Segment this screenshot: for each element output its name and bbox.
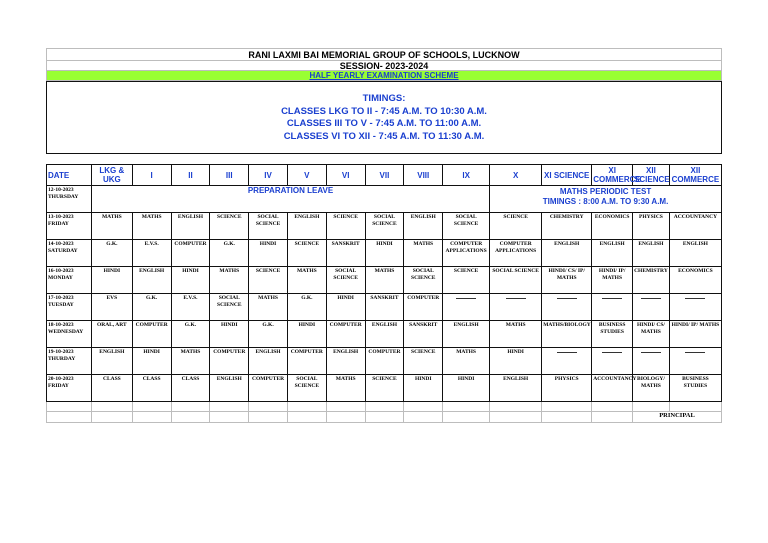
scheme-banner bbox=[46, 71, 722, 81]
subject-cell bbox=[633, 294, 670, 321]
subject-cell bbox=[669, 348, 721, 375]
subject-cell: HINDI/ CS/ MATHS bbox=[633, 321, 670, 348]
subject-cell: COMPUTER bbox=[132, 321, 171, 348]
subject-cell: MATHS/BIOLOGY bbox=[542, 321, 592, 348]
column-header-date: DATE bbox=[47, 165, 92, 186]
subject-cell: SANSKRIT bbox=[326, 240, 365, 267]
date-cell: 13-10-2023 FRIDAY bbox=[47, 213, 92, 240]
subject-cell bbox=[542, 348, 592, 375]
subject-cell: ACCOUNTANCY bbox=[669, 213, 721, 240]
timing-line: CLASSES LKG TO II - 7:45 A.M. TO 10:30 A.M. bbox=[281, 105, 487, 117]
subject-cell: ENGLISH bbox=[669, 240, 721, 267]
subject-cell: ENGLISH bbox=[404, 213, 443, 240]
subject-cell: HINDI bbox=[287, 321, 326, 348]
subject-cell: HINDI bbox=[249, 240, 288, 267]
subject-cell bbox=[443, 294, 490, 321]
subject-cell bbox=[633, 348, 670, 375]
subject-cell: MATHS bbox=[490, 321, 542, 348]
subject-cell: ACCOUNTANCY bbox=[592, 375, 633, 402]
subject-cell: SANSKRIT bbox=[404, 321, 443, 348]
subject-cell: SOCIAL SCIENCE bbox=[443, 213, 490, 240]
subject-cell: COMPUTER bbox=[210, 348, 249, 375]
table-row bbox=[47, 240, 722, 267]
subject-cell: G.K. bbox=[132, 294, 171, 321]
subject-cell: HINDI bbox=[365, 240, 404, 267]
timings-box bbox=[46, 81, 722, 154]
column-header: X bbox=[490, 165, 542, 186]
column-header: I bbox=[132, 165, 171, 186]
subject-cell: SOCIAL SCIENCE bbox=[365, 213, 404, 240]
no-exam-dash bbox=[557, 352, 577, 353]
subject-cell: HINDI/ IP/ MATHS bbox=[592, 267, 633, 294]
subject-cell: ENGLISH bbox=[326, 348, 365, 375]
subject-cell: ENGLISH bbox=[592, 240, 633, 267]
date-cell: 14-10-2023 SATURDAY bbox=[47, 240, 92, 267]
column-header: II bbox=[171, 165, 210, 186]
subject-cell: PHYSICS bbox=[633, 213, 670, 240]
column-header: XII COMMERCE bbox=[669, 165, 721, 186]
column-header: VIII bbox=[404, 165, 443, 186]
subject-cell: G.K. bbox=[287, 294, 326, 321]
header-row bbox=[47, 165, 722, 186]
subject-cell: CLASS bbox=[91, 375, 132, 402]
column-header: LKG & UKG bbox=[91, 165, 132, 186]
subject-cell bbox=[592, 294, 633, 321]
subject-cell: COMPUTER bbox=[326, 321, 365, 348]
column-header: XI COMMERCE bbox=[593, 166, 641, 184]
column-header: V bbox=[287, 165, 326, 186]
subject-cell: E.V.S. bbox=[132, 240, 171, 267]
subject-cell: SOCIAL SCIENCE bbox=[326, 267, 365, 294]
table-row bbox=[47, 267, 722, 294]
subject-cell: MATHS bbox=[404, 240, 443, 267]
subject-cell: G.K. bbox=[249, 321, 288, 348]
subject-cell: SCIENCE bbox=[490, 213, 542, 240]
subject-cell: MATHS bbox=[91, 213, 132, 240]
column-header: VI bbox=[326, 165, 365, 186]
subject-cell: HINDI/ CS/ IP/ MATHS bbox=[542, 267, 592, 294]
subject-cell: HINDI/ IP/ MATHS bbox=[669, 321, 721, 348]
no-exam-dash bbox=[602, 352, 622, 353]
subject-cell: SCIENCE bbox=[365, 375, 404, 402]
subject-cell: HINDI bbox=[404, 375, 443, 402]
subject-cell: ECONOMICS bbox=[669, 267, 721, 294]
subject-cell bbox=[490, 294, 542, 321]
subject-cell: ENGLISH bbox=[542, 240, 592, 267]
subject-cell: ECONOMICS bbox=[592, 213, 633, 240]
date-cell: 18-10-2023 WEDNESDAY bbox=[47, 321, 92, 348]
subject-cell: MATHS bbox=[210, 267, 249, 294]
timings-heading: TIMINGS: bbox=[362, 93, 406, 104]
subject-cell: ENGLISH bbox=[210, 375, 249, 402]
subject-cell: G.K. bbox=[210, 240, 249, 267]
subject-cell: ENGLISH bbox=[171, 213, 210, 240]
subject-cell: MATHS bbox=[365, 267, 404, 294]
no-exam-dash bbox=[641, 352, 661, 353]
principal-label: PRINCIPAL bbox=[633, 412, 722, 423]
column-header: XII SCIENCE bbox=[634, 166, 670, 184]
subject-cell: CLASS bbox=[132, 375, 171, 402]
preparation-leave: PREPARATION LEAVE bbox=[91, 186, 489, 213]
subject-cell: SCIENCE bbox=[326, 213, 365, 240]
subject-cell: SOCIAL SCIENCE bbox=[404, 267, 443, 294]
subject-cell: ENGLISH bbox=[287, 213, 326, 240]
subject-cell: SOCIAL SCIENCE bbox=[490, 267, 542, 294]
subject-cell: EVS bbox=[91, 294, 132, 321]
periodic-test: MATHS PERIODIC TEST TIMINGS : 8:00 A.M. TO 9:30 A.M. bbox=[490, 186, 722, 213]
subject-cell: SCIENCE bbox=[443, 267, 490, 294]
timing-line: CLASSES III TO V - 7:45 A.M. TO 11:00 A.M. bbox=[286, 118, 482, 129]
no-exam-dash bbox=[602, 298, 622, 299]
no-exam-dash bbox=[456, 298, 476, 299]
no-exam-dash bbox=[557, 298, 577, 299]
table-row bbox=[47, 348, 722, 375]
signature-row bbox=[47, 412, 722, 423]
subject-cell: SCIENCE bbox=[287, 240, 326, 267]
subject-cell: HINDI bbox=[171, 267, 210, 294]
school-title: RANI LAXMI BAI MEMORIAL GROUP OF SCHOOLS, LUCKNOW bbox=[46, 48, 722, 61]
scheme-title: HALF YEARLY EXAMINATION SCHEME bbox=[309, 71, 459, 80]
subject-cell: HINDI bbox=[490, 348, 542, 375]
subject-cell: ENGLISH bbox=[443, 321, 490, 348]
table-row bbox=[47, 294, 722, 321]
subject-cell: COMPUTER bbox=[249, 375, 288, 402]
date-cell: 19-10-2023 THURDAY bbox=[47, 348, 92, 375]
subject-cell: HINDI bbox=[91, 267, 132, 294]
subject-cell: SCIENCE bbox=[249, 267, 288, 294]
table-row bbox=[47, 186, 722, 213]
subject-cell bbox=[592, 348, 633, 375]
subject-cell: SOCIAL SCIENCE bbox=[210, 294, 249, 321]
column-header: IV bbox=[249, 165, 288, 186]
subject-cell: SCIENCE bbox=[210, 213, 249, 240]
subject-cell: MATHS bbox=[326, 375, 365, 402]
subject-cell: COMPUTER bbox=[287, 348, 326, 375]
subject-cell bbox=[542, 294, 592, 321]
subject-cell: ENGLISH bbox=[132, 267, 171, 294]
blank-row bbox=[47, 402, 722, 412]
subject-cell: G.K. bbox=[91, 240, 132, 267]
subject-cell: MATHS bbox=[132, 213, 171, 240]
subject-cell: BUSINESS STUDIES bbox=[669, 375, 721, 402]
exam-schedule-table bbox=[46, 164, 722, 423]
subject-cell: BUSINESS STUDIES bbox=[592, 321, 633, 348]
no-exam-dash bbox=[506, 298, 526, 299]
subject-cell: G.K. bbox=[171, 321, 210, 348]
timing-line: CLASSES VI TO XII - 7:45 A.M. TO 11:30 A.M. bbox=[283, 130, 485, 142]
subject-cell: HINDI bbox=[326, 294, 365, 321]
subject-cell: HINDI bbox=[210, 321, 249, 348]
subject-cell: ORAL, ART bbox=[91, 321, 132, 348]
column-header: III bbox=[210, 165, 249, 186]
column-header: VII bbox=[365, 165, 404, 186]
subject-cell: ENGLISH bbox=[490, 375, 542, 402]
no-exam-dash bbox=[641, 298, 661, 299]
date-cell: 17-10-2023 TUESDAY bbox=[47, 294, 92, 321]
subject-cell: COMPUTER APPLICATIONS bbox=[443, 240, 490, 267]
date-cell: 12-10-2023 THURSDAY bbox=[47, 186, 92, 213]
subject-cell: COMPUTER APPLICATIONS bbox=[490, 240, 542, 267]
no-exam-dash bbox=[685, 298, 705, 299]
subject-cell bbox=[669, 294, 721, 321]
subject-cell: ENGLISH bbox=[365, 321, 404, 348]
subject-cell: CLASS bbox=[171, 375, 210, 402]
subject-cell: HINDI bbox=[132, 348, 171, 375]
subject-cell: HINDI bbox=[443, 375, 490, 402]
subject-cell: ENGLISH bbox=[249, 348, 288, 375]
subject-cell: MATHS bbox=[287, 267, 326, 294]
subject-cell: CHEMISTRY bbox=[633, 267, 670, 294]
subject-cell: ENGLISH bbox=[633, 240, 670, 267]
subject-cell: MATHS bbox=[171, 348, 210, 375]
subject-cell: SANSKRIT bbox=[365, 294, 404, 321]
subject-cell: E.V.S. bbox=[171, 294, 210, 321]
subject-cell: PHYSICS bbox=[542, 375, 592, 402]
subject-cell: COMPUTER bbox=[365, 348, 404, 375]
subject-cell: COMPUTER bbox=[171, 240, 210, 267]
table-row bbox=[47, 213, 722, 240]
no-exam-dash bbox=[685, 352, 705, 353]
subject-cell: SOCIAL SCIENCE bbox=[287, 375, 326, 402]
subject-cell: SOCIAL SCIENCE bbox=[249, 213, 288, 240]
column-header: XI SCIENCE bbox=[542, 165, 592, 186]
exam-sheet bbox=[46, 48, 722, 423]
subject-cell: COMPUTER bbox=[404, 294, 443, 321]
subject-cell: ENGLISH bbox=[91, 348, 132, 375]
session-label: SESSION- 2023-2024 bbox=[46, 61, 722, 71]
table-row bbox=[47, 375, 722, 402]
table-row bbox=[47, 321, 722, 348]
subject-cell: SCIENCE bbox=[404, 348, 443, 375]
column-header: IX bbox=[443, 165, 490, 186]
date-cell: 16-10-2023 MONDAY bbox=[47, 267, 92, 294]
subject-cell: MATHS bbox=[443, 348, 490, 375]
date-cell: 20-10-2023 FRIDAY bbox=[47, 375, 92, 402]
subject-cell: MATHS bbox=[249, 294, 288, 321]
subject-cell: CHEMISTRY bbox=[542, 213, 592, 240]
subject-cell: BIOLOGY/ MATHS bbox=[633, 375, 670, 402]
